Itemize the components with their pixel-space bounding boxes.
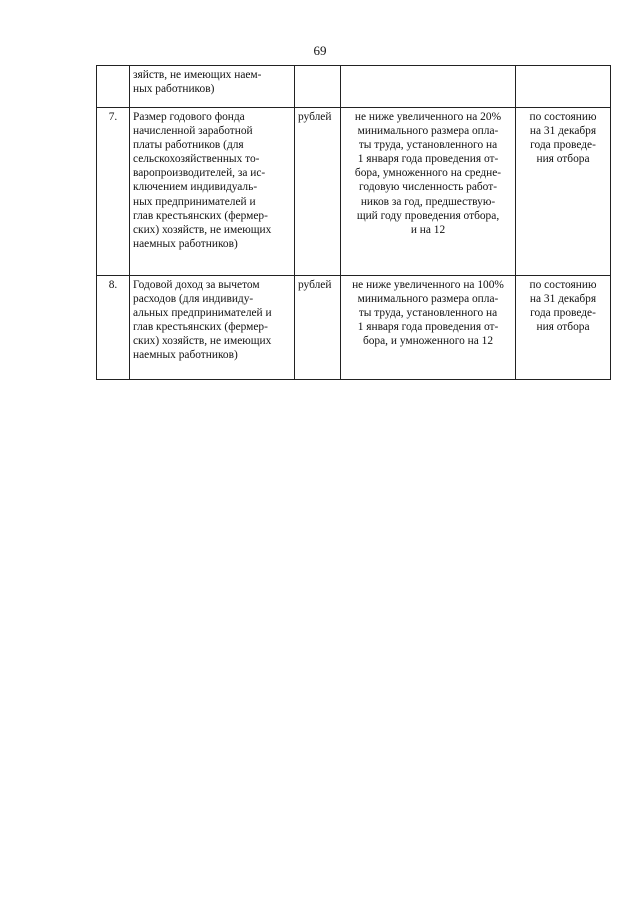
date-line: на 31 декабря — [529, 293, 597, 306]
indicator-name-line: варопроизводителей, за ис- — [133, 167, 266, 180]
indicator-name-line: ных работников) — [133, 83, 215, 96]
indicator-name-line: сельскохозяйственных то- — [133, 153, 260, 166]
indicator-name-line: ных предпринимателей и — [133, 195, 256, 208]
value-line: не ниже увеличенного на 20% — [354, 111, 502, 123]
row-number-cell: 7. — [97, 108, 130, 276]
table-row — [97, 276, 611, 380]
value-cell — [341, 276, 516, 380]
indicator-name-line: альных предпринимателей и — [133, 307, 272, 320]
indicator-name-line: расходов (для индивиду- — [133, 293, 254, 306]
value-line: и на 12 — [410, 223, 446, 236]
date-cell — [516, 276, 611, 380]
indicator-name-line: наемных работников) — [133, 349, 238, 362]
value-line: 1 января года проведения от- — [357, 321, 499, 334]
indicator-name-line: наемных работников) — [133, 237, 238, 250]
indicator-name-line: Размер годового фонда — [133, 111, 245, 123]
indicator-name-line: ских) хозяйств, не имеющих — [133, 223, 272, 236]
value-line: бора, умноженного на средне- — [354, 167, 502, 180]
value-line: бора, и умноженного на 12 — [362, 335, 494, 348]
value-line: ты труда, установленного на — [358, 307, 498, 320]
date-line: по состоянию — [529, 279, 597, 291]
indicator-name-line: глав крестьянских (фермер- — [133, 209, 268, 222]
unit-cell — [295, 66, 341, 108]
date-cell — [516, 108, 611, 276]
indicator-name-cell — [130, 276, 295, 380]
date-line: года проведе- — [530, 307, 596, 320]
value-line: щий году проведения отбора, — [356, 209, 500, 222]
date-line: по состоянию — [529, 111, 597, 123]
row-number-cell: 8. — [97, 276, 130, 380]
value-line: минимального размера опла- — [357, 125, 499, 138]
value-line: годовую численность работ- — [358, 181, 498, 194]
indicator-name-line: глав крестьянских (фермер- — [133, 321, 268, 334]
date-cell — [516, 66, 611, 108]
date-line: ния отбора — [536, 321, 590, 334]
table-row — [97, 108, 611, 276]
unit-cell: рублей — [295, 108, 341, 276]
value-line: минимального размера опла- — [357, 293, 499, 306]
date-line: ния отбора — [536, 153, 590, 166]
row-number-cell — [97, 66, 130, 108]
indicator-name-cell — [130, 66, 295, 108]
date-line: года проведе- — [530, 139, 596, 152]
value-line: не ниже увеличенного на 100% — [352, 279, 504, 291]
value-line: ты труда, установленного на — [358, 139, 498, 152]
value-cell — [341, 108, 516, 276]
indicator-name-line: начисленной заработной — [133, 125, 253, 138]
value-cell — [341, 66, 516, 108]
indicator-name-line: ключением индивидуаль- — [133, 181, 258, 194]
indicator-name-line: зяйств, не имеющих наем- — [133, 69, 262, 81]
value-line: 1 января года проведения от- — [357, 153, 499, 166]
value-line: ников за год, предшествую- — [360, 195, 496, 208]
unit-cell: рублей — [295, 276, 341, 380]
indicator-name-line: Годовой доход за вычетом — [133, 279, 260, 291]
indicator-name-cell — [130, 108, 295, 276]
indicator-name-line: ских) хозяйств, не имеющих — [133, 335, 272, 348]
indicator-name-line: платы работников (для — [133, 139, 244, 152]
page-number: 69 — [313, 43, 327, 58]
table-row — [97, 66, 611, 108]
date-line: на 31 декабря — [529, 125, 597, 138]
criteria-table — [96, 65, 611, 380]
